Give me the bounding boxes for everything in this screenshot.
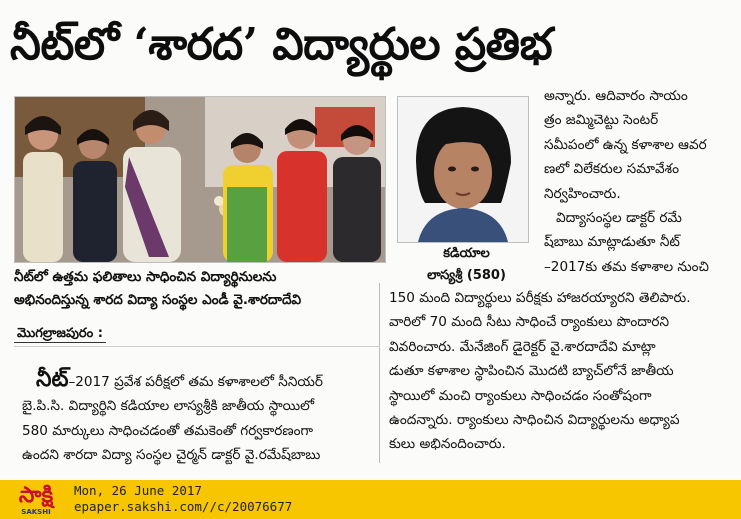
article-line: విద్యాసంస్థల డాక్టర్ రమే bbox=[556, 210, 682, 227]
article-column-top-right bbox=[544, 84, 736, 279]
sakshi-logo-text: సాక్షి bbox=[18, 483, 54, 508]
article-line: సమీపంలో ఉన్న కళాశాల ఆవర bbox=[544, 136, 707, 153]
article-column-right bbox=[389, 286, 737, 457]
article-line: వివరించారు. మేనేజింగ్ డైరెక్టర్ వై.శారదాదేవి మాట్లా bbox=[389, 338, 656, 355]
group-photo-image bbox=[15, 97, 385, 262]
article-line: బై.పి.సి. విద్యార్థిని కడియాల లాస్యశ్రీకి జాతీయ స్థాయిలో bbox=[22, 398, 315, 415]
article-line: నిర్వహించారు. bbox=[544, 185, 621, 202]
article-first-line bbox=[22, 368, 368, 394]
article-column-left bbox=[22, 368, 368, 468]
article-line: అన్నారు. ఆదివారం సాయం bbox=[544, 88, 688, 104]
article-line: డుతూ కళాశాల స్థాపించిన మొదటి బ్యాచ్‌లోనే జాతీయ bbox=[389, 363, 674, 380]
article-line: కులు అభినందించారు. bbox=[389, 436, 506, 453]
article-line: ష్‌బాబు మాట్లాడుతూ నీట్ bbox=[544, 234, 680, 251]
footer-info bbox=[74, 483, 292, 515]
article-line: వారిలో 70 మంది సీటు సాధించే ర్యాంకులు పొందారని bbox=[389, 314, 669, 331]
headline: నీట్‌లో ‘శారద’ విద్యార్థుల ప్రతిభ bbox=[10, 19, 553, 70]
portrait-photo-image bbox=[398, 97, 528, 242]
caption-surname: కడియాల bbox=[443, 246, 490, 261]
group-photo-caption bbox=[14, 266, 389, 341]
sakshi-logo bbox=[6, 482, 66, 516]
article-line: –2017కు తమ కళాశాల నుంచి bbox=[544, 258, 709, 275]
caption-line: నీట్‌లో ఉత్తమ ఫలితాలు సాధించిన విద్యార్థినులను bbox=[14, 269, 277, 285]
edition-date: Mon, 26 June 2017 bbox=[74, 483, 202, 498]
epaper-link[interactable]: epaper.sakshi.com//c/20076677 bbox=[74, 499, 293, 514]
article-line: –2017 ప్రవేశ పరీక్షలో తమ కళాశాలలో సీనియర్ bbox=[68, 374, 323, 390]
dateline: మొగల్రాజపురం : bbox=[14, 322, 106, 343]
article-line: 580 మార్కులు సాధించడంతో తమకెంతో గర్వకారణంగా bbox=[22, 422, 314, 439]
article-line: 150 మంది విద్యార్థులు పరీక్షకు హాజరయ్యారని తెలిపారు. bbox=[389, 290, 691, 306]
article-line: ఉందని శారదా విద్యా సంస్థల చైర్మన్ డాక్టర్ వై.రమేష్‌బాబు bbox=[22, 447, 321, 464]
article-line: ణలో విలేకరుల సమావేశం bbox=[544, 161, 679, 178]
drop-cap: నీట్ bbox=[36, 367, 69, 392]
column-divider bbox=[379, 283, 380, 463]
portrait-photo bbox=[397, 96, 529, 243]
caption-divider bbox=[14, 346, 380, 347]
sakshi-logo-tag: SAKSHI bbox=[21, 508, 51, 516]
article-line: స్థాయిలో మంచి ర్యాంకులు సాధించడం సంతోషంగా bbox=[389, 387, 652, 404]
article-line: త్రం జమ్మిచెట్టు సెంటర్ bbox=[544, 112, 659, 129]
caption-name: లాస్యశ్రీ (580) bbox=[427, 268, 506, 283]
caption-line: అభినందిస్తున్న శారద విద్యా సంస్థల ఎండీ వై.శారదాదేవి bbox=[14, 292, 302, 308]
article-line: ఉందన్నారు. ర్యాంకులు సాధించిన విద్యార్థులను అధ్యాప bbox=[389, 412, 680, 429]
group-photo bbox=[14, 96, 386, 263]
portrait-caption bbox=[399, 243, 534, 287]
